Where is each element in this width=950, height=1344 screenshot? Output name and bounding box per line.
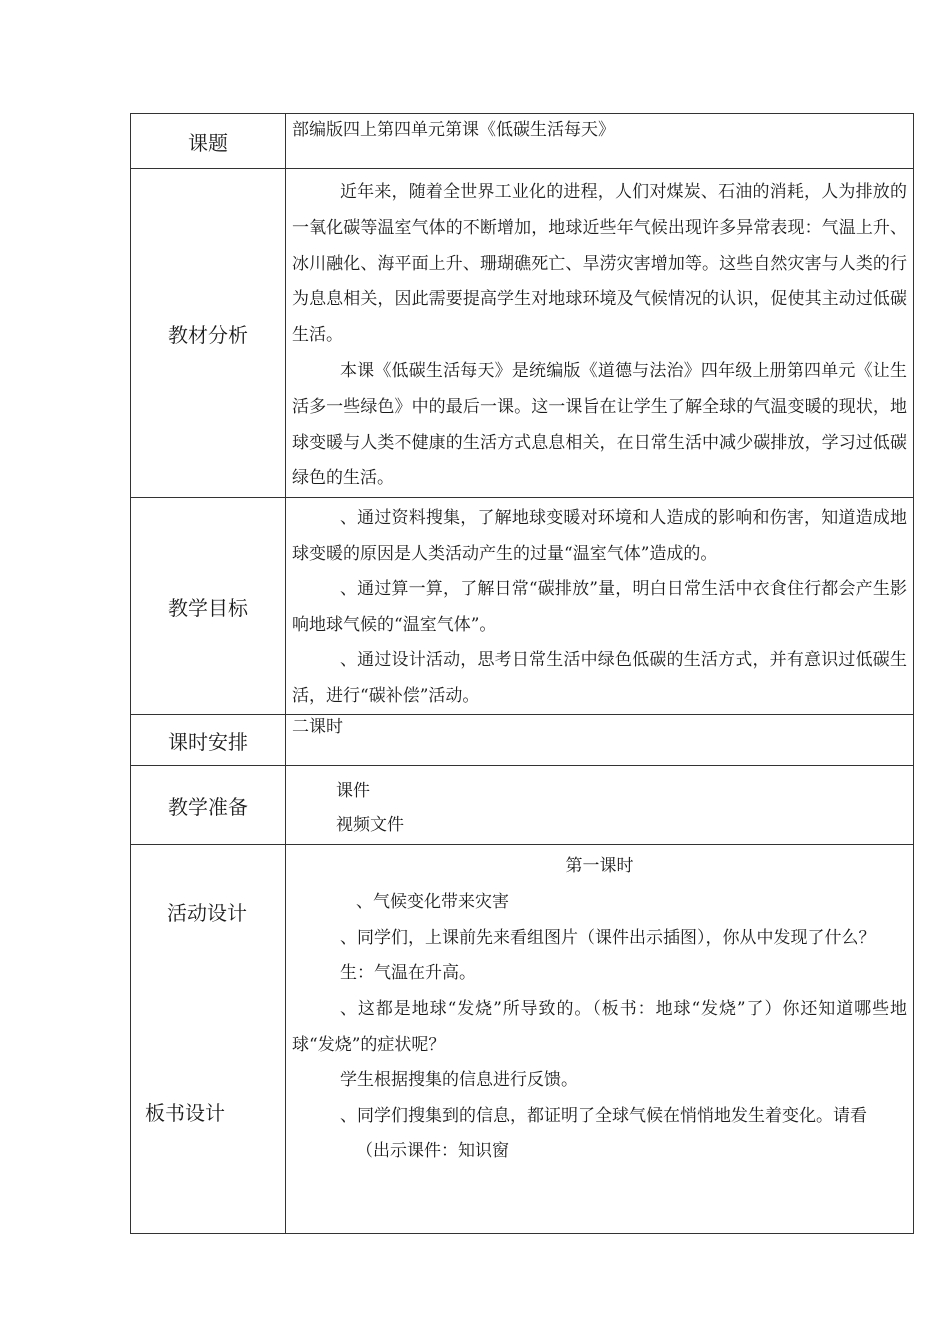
activity-paragraph-1: 、同学们，上课前先来看组图片（课件出示插图），你从中发现了什么？ [340,927,876,948]
label-activity-cell [131,845,286,1234]
row-activity [131,845,914,1234]
label-board: 板书设计 [145,1101,225,1126]
label-goals: 教学目标 [131,498,286,715]
label-title: 课题 [131,114,286,169]
label-prep: 教学准备 [131,766,286,845]
activity-section: 、气候变化带来灾害 [356,892,509,913]
value-prep [286,766,914,845]
analysis-paragraph-2: 本课《低碳生活每天》是统编版《道德与法治》四年级上册第四单元《让生活多一些绿色》中的最后一课。这一课旨在让学生了解全球的气温变暖的现状，地球变暖与人类不健康的生活方式息息相关，在日常生活中减少碳排放，学习过低碳绿色的生活。 [292,360,907,489]
value-analysis [286,169,914,498]
activity-paragraph-2: 生：气温在升高。 [340,963,476,984]
prep-item-1: 课件 [336,781,370,802]
value-title: 部编版四上第四单元第课《低碳生活每天》 [286,114,914,169]
label-hours: 课时安排 [131,715,286,766]
row-title [131,114,914,169]
row-goals [131,498,914,715]
analysis-paragraph-1: 近年来，随着全世界工业化的进程，人们对煤炭、石油的消耗，人为排放的一氧化碳等温室气体的不断增加，地球近些年气候出现许多异常表现：气温上升、冰川融化、海平面上升、珊瑚礁死亡、旱涝灾害增加等。这些自然灾害与人类的行为息息相关，因此需要提高学生对地球环境及气候情况的认识，促使其主动过低碳生活。 [292,182,907,346]
activity-paragraph-3: 、这都是地球“发烧”所导致的。（板书：地球“发烧”了）你还知道哪些地球“发烧”的症状呢？ [292,998,907,1055]
label-analysis: 教材分析 [131,169,286,498]
activity-paragraph-5: 、同学们搜集到的信息，都证明了全球气候在悄悄地发生着变化。请看 [340,1105,867,1126]
activity-tail: （出示课件：知识窗 [356,1141,509,1162]
row-hours [131,715,914,766]
value-hours: 二课时 [286,715,914,766]
row-analysis [131,169,914,498]
prep-item-2: 视频文件 [336,815,404,836]
label-activity: 活动设计 [167,901,247,926]
lesson-plan-table [130,113,914,1234]
row-prep [131,766,914,845]
goal-item-1: 、通过资料搜集，了解地球变暖对环境和人造成的影响和伤害，知道造成地球变暖的原因是人类活动产生的过量“温室气体”造成的。 [292,508,907,564]
goal-item-3: 、通过设计活动，思考日常生活中绿色低碳的生活方式，并有意识过低碳生活，进行“碳补偿”活动。 [292,650,907,706]
goal-item-2: 、通过算一算，了解日常“碳排放”量，明白日常生活中衣食住行都会产生影响地球气候的“温室气体”。 [292,579,907,635]
activity-paragraph-4: 学生根据搜集的信息进行反馈。 [340,1070,578,1091]
value-activity [286,845,914,1234]
activity-heading: 第一课时 [565,856,634,877]
value-goals [286,498,914,715]
